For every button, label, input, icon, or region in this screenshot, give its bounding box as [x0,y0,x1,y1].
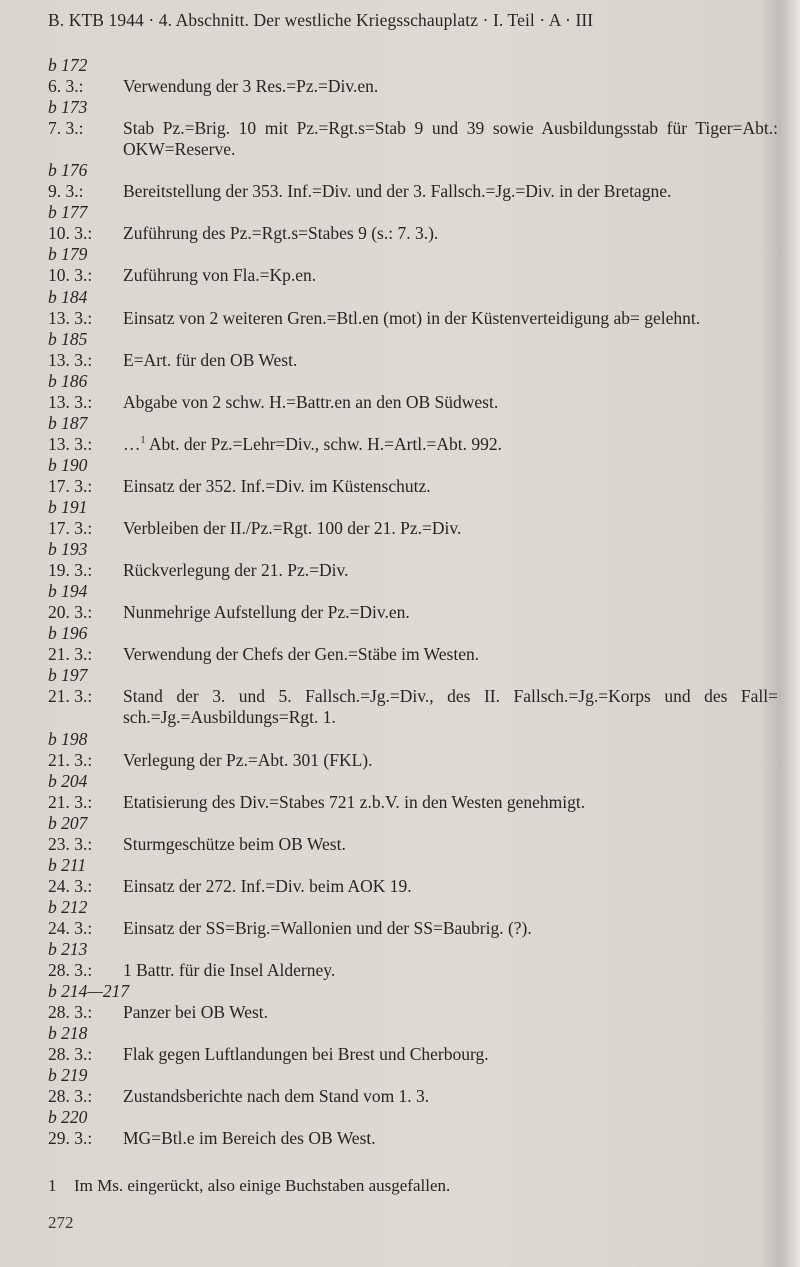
footnote [48,1176,450,1196]
entry-text-main: 1 Battr. für die Insel Alderney. [123,960,336,981]
entry-text [123,644,778,665]
entry-text-main: Panzer bei OB West. [123,1002,269,1023]
document-reference: b 186 [48,370,88,391]
entry-text [123,476,778,497]
entry-text [123,392,778,413]
entry [48,939,778,981]
document-reference: b 218 [48,1023,88,1044]
entry [48,371,778,413]
entry [48,329,778,371]
document-reference: b 187 [48,412,88,433]
entry-list [48,55,778,1149]
entry [48,665,778,728]
entry-date: 29. 3.: [48,1128,93,1149]
entry [48,202,778,244]
entry-text [123,1086,778,1107]
entry-date: 17. 3.: [48,475,93,496]
entry-text [123,223,778,244]
document-reference: b 185 [48,328,88,349]
document-reference: b 179 [48,244,88,265]
entry-date: 10. 3.: [48,265,93,286]
entry [48,1107,778,1149]
entry-text-main: Zuführung von Fla.=Kp.en. [123,265,317,286]
document-reference: b 213 [48,938,88,959]
entry-text-main: Verwendung der 3 Res.=Pz.=Div.en. [123,76,379,97]
entry-date: 23. 3.: [48,833,93,854]
entry-date: 28. 3.: [48,1044,93,1065]
document-reference: b 191 [48,496,88,517]
entry-date: 21. 3.: [48,749,93,770]
entry [48,623,778,665]
entry [48,455,778,497]
document-reference: b 207 [48,812,88,833]
document-reference: b 196 [48,623,88,644]
entry [48,855,778,897]
entry-text-rest: Abt. der Pz.=Lehr=Div., schw. H.=Artl.=Abt. 992. [145,433,503,454]
entry-date: 9. 3.: [48,181,84,202]
entry-text-main: MG=Btl.e im Bereich des OB West. [123,1128,376,1149]
entry-date: 21. 3.: [48,791,93,812]
entry-date: 13. 3.: [48,307,93,328]
entry-text-main: Etatisierung des Div.=Stabes 721 z.b.V. in den Westen genehmigt. [123,791,586,812]
entry-text [123,181,778,202]
document-reference: b 197 [48,665,88,686]
entry-text-main: Verbleiben der II./Pz.=Rgt. 100 der 21. Pz.=Div. [123,518,462,539]
document-reference: b 193 [48,539,88,560]
document-reference: b 176 [48,160,88,181]
entry-date: 13. 3.: [48,433,93,454]
entry-date: 17. 3.: [48,518,93,539]
document-reference: b 211 [48,854,87,875]
entry-text-main: Verwendung der Chefs der Gen.=Stäbe im Westen. [123,644,480,665]
entry-text [123,750,778,771]
entry-text-main: Abgabe von 2 schw. H.=Battr.en an den OB Südwest. [123,391,499,412]
entry-text-main: Flak gegen Luftlandungen bei Brest und Cherbourg. [123,1044,489,1065]
document-reference: b 190 [48,454,88,475]
entry-date: 13. 3.: [48,349,93,370]
entry-date: 10. 3.: [48,223,93,244]
entry [48,581,778,623]
entry-text-main: Zuführung des Pz.=Rgt.s=Stabes 9 (s.: 7. 3.). [123,223,439,244]
entry-date: 28. 3.: [48,1086,93,1107]
entry-text-main: Nunmehrige Aufstellung der Pz.=Div.en. [123,602,410,623]
entry [48,160,778,202]
running-header: B. KTB 1944 · 4. Abschnitt. Der westliche Kriegsschauplatz · I. Teil · A · III [48,10,594,30]
entry [48,497,778,539]
document-reference: b 214—217 [48,981,130,1002]
entry-text [123,792,778,813]
entry-text [123,560,778,581]
entry-date: 6. 3.: [48,76,84,97]
entry-date: 21. 3.: [48,644,93,665]
entry-date: 7. 3.: [48,118,84,139]
entry-text [123,960,778,981]
document-reference: b 177 [48,202,88,223]
entry [48,813,778,855]
entry-text [123,76,778,97]
entry-text [123,308,778,329]
entry-text-main: Einsatz von 2 weiteren Gren.=Btl.en (mot) in der Küstenverteidigung ab= gelehnt. [123,307,701,328]
entry-date: 13. 3.: [48,391,93,412]
document-reference: b 173 [48,97,88,118]
entry-text [123,118,778,160]
entry-text-main: Rückverlegung der 21. Pz.=Div. [123,560,349,581]
entry-text-main: … [123,433,141,454]
footnote-marker: 1 [48,1176,57,1195]
entry [48,539,778,581]
entry-text-main: Einsatz der SS=Brig.=Wallonien und der SS=Baubrig. (?). [123,917,532,938]
entry [48,413,778,455]
entry-date: 28. 3.: [48,1002,93,1023]
entry-text-main: Stab Pz.=Brig. 10 mit Pz.=Rgt.s=Stab 9 und 39 sowie Ausbildungsstab für Tiger=Abt.: OKW=Reserve. [123,118,778,160]
entry-date: 19. 3.: [48,560,93,581]
entry-text [123,918,778,939]
entry-text [123,686,778,728]
entry-date: 28. 3.: [48,960,93,981]
document-reference: b 184 [48,286,88,307]
entry [48,729,778,771]
entry [48,97,778,160]
entry [48,1065,778,1107]
document-reference: b 219 [48,1065,88,1086]
document-reference: b 220 [48,1107,88,1128]
footnote-text: Im Ms. eingerückt, also einige Buchstaben ausgefallen. [74,1176,451,1195]
entry-text [123,1128,778,1149]
entry [48,897,778,939]
document-reference: b 194 [48,581,88,602]
footnote-reference: 1 [140,435,146,447]
entry [48,981,778,1023]
entry-text-main: Bereitstellung der 353. Inf.=Div. und der 3. Fallsch.=Jg.=Div. in der Bretagne. [123,181,672,202]
entry-text [123,265,778,286]
entry-text-main: Sturmgeschütze beim OB West. [123,833,346,854]
entry [48,771,778,813]
entry-text [123,876,778,897]
entry-text [123,350,778,371]
entry-date: 21. 3.: [48,686,93,707]
entry-text [123,518,778,539]
entry-text [123,602,778,623]
entry [48,55,778,97]
document-reference: b 172 [48,55,88,75]
entry-text [123,834,778,855]
entry-text-main: Einsatz der 272. Inf.=Div. beim AOK 19. [123,875,412,896]
entry-text-main: Verlegung der Pz.=Abt. 301 (FKL). [123,749,373,770]
entry-text-main: Einsatz der 352. Inf.=Div. im Küstenschutz. [123,475,431,496]
document-reference: b 198 [48,728,88,749]
entry-text [123,1002,778,1023]
entry-date: 24. 3.: [48,917,93,938]
entry-text-main: Stand der 3. und 5. Fallsch.=Jg.=Div., des II. Fallsch.=Jg.=Korps und des Fall= sch.=Jg.=Ausbildungs=Rgt. 1. [123,686,778,728]
entry-text-main: Zustandsberichte nach dem Stand vom 1. 3. [123,1086,430,1107]
document-reference: b 212 [48,896,88,917]
entry-text-main: E=Art. für den OB West. [123,349,298,370]
entry-text [123,1044,778,1065]
entry-date: 24. 3.: [48,875,93,896]
entry-text [123,434,778,455]
page-number: 272 [48,1213,74,1232]
entry-date: 20. 3.: [48,602,93,623]
entry [48,287,778,329]
entry [48,1023,778,1065]
document-reference: b 204 [48,770,88,791]
entry [48,244,778,286]
